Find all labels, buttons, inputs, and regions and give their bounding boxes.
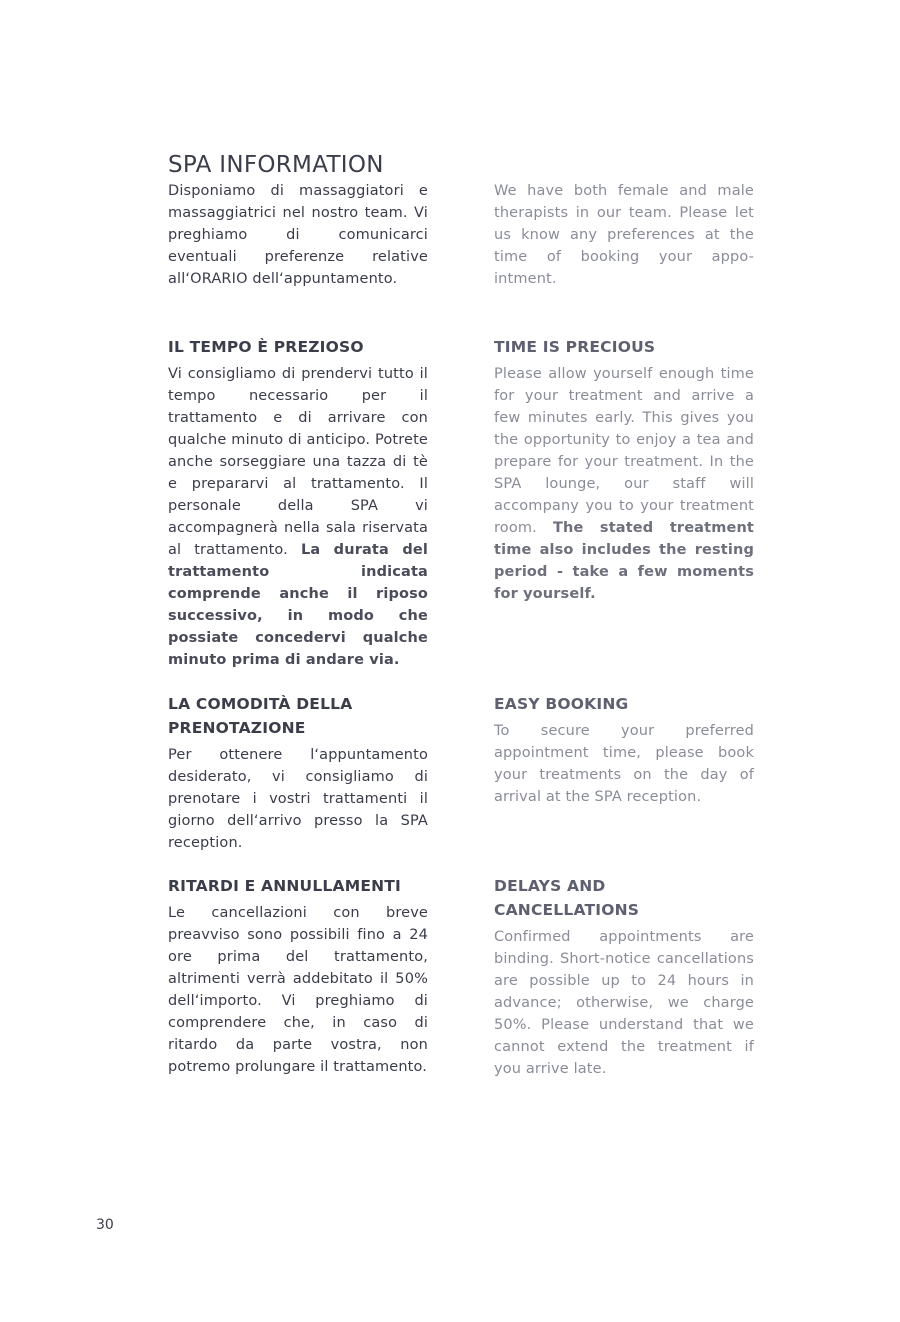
time-it-heading: IL TEMPO È PREZIOSO <box>168 338 364 356</box>
booking-it-text: Per ottenere l‘appuntamento desiderato, vi consigliamo di prenotare i vostri trattamenti il giorno dell‘arrivo presso la SPA reception. <box>168 747 428 851</box>
time-en-body: Please allow yourself enough time for your treatment and arrive a few minutes early. This gives you the opportunity to enjoy a tea and prepare for your treatment. In the SPA lounge, our staff will accompany you to your treatment room. <box>494 366 754 536</box>
delays-en-text: Confirmed appointments are binding. Short-notice cancellations are possible up to 24 hours in advance; otherwise, we charge 50%. Please understand that we cannot extend the treatment if you arrive late. <box>494 929 754 1077</box>
page-number: 30 <box>96 1217 114 1233</box>
time-it-text <box>168 363 428 671</box>
time-en-text <box>494 363 754 605</box>
intro-english <box>494 180 754 290</box>
booking-italian <box>168 692 428 854</box>
time-en-bold: The stated treatment time also includes the resting period - take a few moments for yourself. <box>494 520 754 602</box>
intro-it-text: Disponiamo di massaggiatori e massaggiatrici nel nostro team. Vi preghiamo di comunicarci eventuali preferenze relative all‘ORARIO dell‘appuntamento. <box>168 183 428 287</box>
time-it-body: Vi consigliamo di prendervi tutto il tempo necessario per il trattamento e di arrivare con qualche minuto di anticipo. Potrete anche sorseggiare una tazza di tè e prepararvi al trattamento. Il personale della SPA vi accompagnerà nella sala riservata al trattamento. <box>168 366 428 558</box>
delays-it-heading: RITARDI E ANNULLAMENTI <box>168 877 402 895</box>
time-english <box>494 335 754 605</box>
intro-italian <box>168 180 428 290</box>
booking-en-heading: EASY BOOKING <box>494 695 629 713</box>
booking-english <box>494 692 754 808</box>
booking-it-heading-line2: PRENOTAZIONE <box>168 719 306 737</box>
time-en-heading: TIME IS PRECIOUS <box>494 338 656 356</box>
booking-it-heading-line1: LA COMODITÀ DELLA <box>168 695 353 713</box>
intro-en-text: We have both female and male therapists in our team. Please let us know any preferences at the time of booking your appo-intment. <box>494 183 754 287</box>
page-title: SPA INFORMATION <box>168 152 384 178</box>
delays-it-text: Le cancellazioni con breve preavviso sono possibili fino a 24 ore prima del trattamento, altrimenti verrà addebitato il 50% dell‘importo. Vi preghiamo di comprendere che, in caso di ritardo da parte vostra, non potremo prolungare il trattamento. <box>168 905 428 1075</box>
delays-italian <box>168 874 428 1078</box>
time-italian <box>168 335 428 671</box>
booking-it-heading <box>168 692 428 740</box>
delays-en-heading: DELAYS AND CANCELLATIONS <box>494 877 640 919</box>
time-it-bold: La durata del trattamento indicata comprende anche il riposo successivo, in modo che possiate concedervi qualche minuto prima di andare via. <box>168 542 428 668</box>
booking-en-text: To secure your preferred appointment time, please book your treatments on the day of arrival at the SPA reception. <box>494 723 754 805</box>
delays-english <box>494 874 754 1080</box>
